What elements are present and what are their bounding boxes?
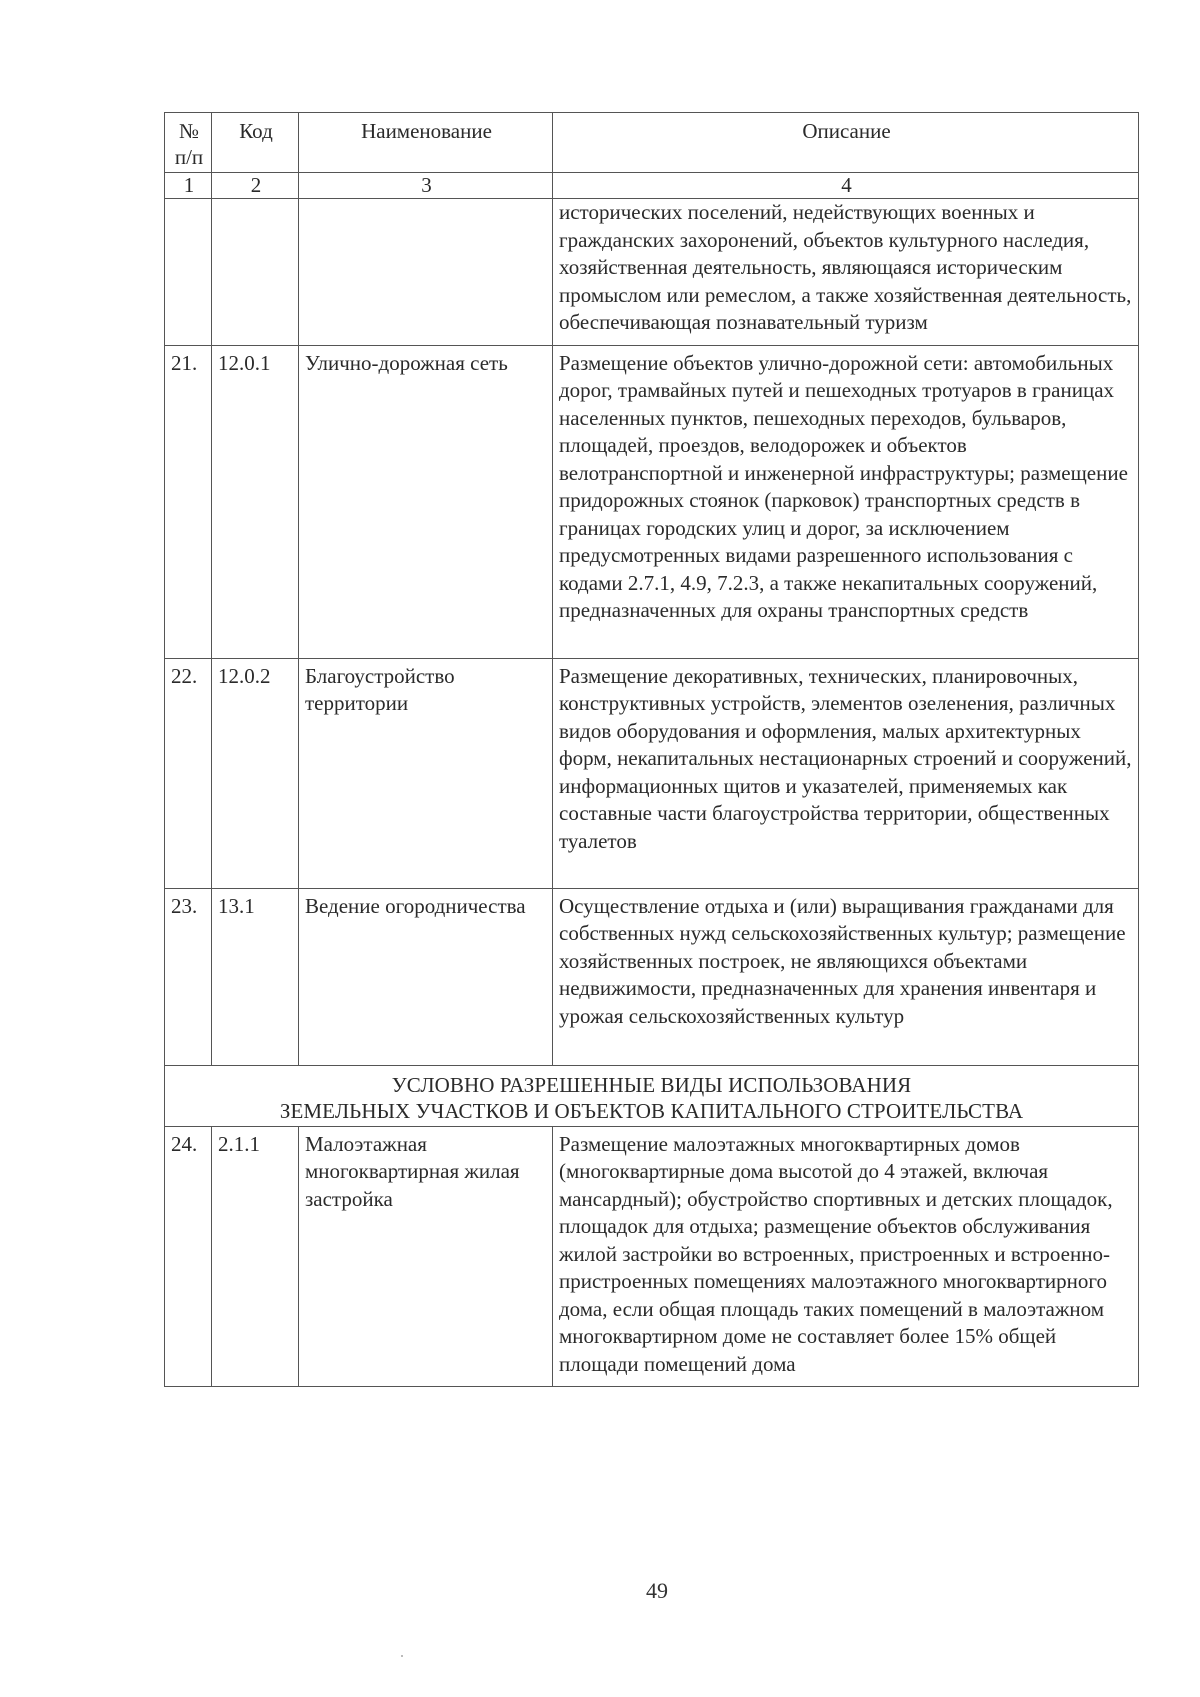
header-description-label: Описание — [802, 119, 891, 143]
table-cell — [299, 199, 553, 346]
header-name — [299, 113, 553, 173]
row-description: Размещение декоративных, технических, планировочных, конструктивных устройств, элементов озеленения, различных видов оборудования и оформления, малых архитектурных форм, некапитальных нестационарных строений и сооружений, информационных щитов и указателей, применяемых как составные части благоустройства территории, общественных туалетов — [553, 658, 1139, 888]
header-num-label: № п/п — [174, 119, 204, 169]
row-name: Малоэтажная многоквартирная жилая застройка — [299, 1126, 553, 1387]
table-row — [165, 345, 1139, 658]
page-number: 49 — [646, 1578, 668, 1603]
row-number: 24. — [165, 1126, 212, 1387]
column-number: 4 — [553, 173, 1139, 199]
land-use-table — [164, 112, 1139, 1387]
section-title-line-1: УСЛОВНО РАЗРЕШЕННЫЕ ВИДЫ ИСПОЛЬЗОВАНИЯ — [391, 1072, 912, 1097]
continuation-description: исторических поселений, недействующих военных и гражданских захоронений, объектов культурного наследия, хозяйственная деятельность, являющаяся историческим промыслом или ремеслом, а также хозяйственная деятельность, обеспечивающая познавательный туризм — [553, 199, 1139, 346]
row-description: Осуществление отдыха и (или) выращивания гражданами для собственных нужд сельскохозяйственных культур; размещение хозяйственных построек, не являющихся объектами недвижимости, предназначенных для хранения инвентаря и урожая сельскохозяйственных культур — [553, 888, 1139, 1065]
column-number: 2 — [212, 173, 299, 199]
table-row — [165, 1126, 1139, 1387]
header-name-label: Наименование — [361, 119, 492, 143]
table-cell — [165, 199, 212, 346]
section-title-line-2: ЗЕМЕЛЬНЫХ УЧАСТКОВ И ОБЪЕКТОВ КАПИТАЛЬНОГО СТРОИТЕЛЬСТВА — [279, 1098, 1024, 1123]
row-name: Улично-дорожная сеть — [299, 345, 553, 658]
table-cell — [212, 199, 299, 346]
row-name: Благоустройство территории — [299, 658, 553, 888]
row-code: 2.1.1 — [212, 1126, 299, 1387]
column-number: 3 — [299, 173, 553, 199]
row-description: Размещение малоэтажных многоквартирных домов (многоквартирные дома высотой до 4 этажей, включая мансардный); обустройство спортивных и детских площадок, площадок для отдыха; размещение объектов обслуживания жилой застройки во встроенных, пристроенных и встроенно-пристроенных помещениях малоэтажного многоквартирного дома, если общая площадь таких помещений в малоэтажном многоквартирном доме не составляет более 15% общей площади помещений дома — [553, 1126, 1139, 1387]
row-number: 21. — [165, 345, 212, 658]
row-code: 12.0.1 — [212, 345, 299, 658]
section-title — [165, 1065, 1139, 1126]
header-code-label: Код — [239, 119, 273, 143]
header-description — [553, 113, 1139, 173]
row-number: 22. — [165, 658, 212, 888]
header-num — [165, 113, 212, 173]
row-number: 23. — [165, 888, 212, 1065]
continuation-row — [165, 199, 1139, 346]
header-code — [212, 113, 299, 173]
column-number-row — [165, 173, 1139, 199]
scan-artifact — [401, 1655, 403, 1657]
row-code: 12.0.2 — [212, 658, 299, 888]
row-description: Размещение объектов улично-дорожной сети: автомобильных дорог, трамвайных путей и пешеходных тротуаров в границах населенных пунктов, пешеходных переходов, бульваров, площадей, проездов, велодорожек и объектов велотранспортной и инженерной инфраструктуры; размещение придорожных стоянок (парковок) транспортных средств в границах городских улиц и дорог, за исключением предусмотренных видами разрешенного использования с кодами 2.7.1, 4.9, 7.2.3, а также некапитальных сооружений, предназначенных для охраны транспортных средств — [553, 345, 1139, 658]
table-header-row — [165, 113, 1139, 173]
row-code: 13.1 — [212, 888, 299, 1065]
table-row — [165, 888, 1139, 1065]
row-name: Ведение огородничества — [299, 888, 553, 1065]
section-header-row — [165, 1065, 1139, 1126]
column-number: 1 — [165, 173, 212, 199]
table-row — [165, 658, 1139, 888]
